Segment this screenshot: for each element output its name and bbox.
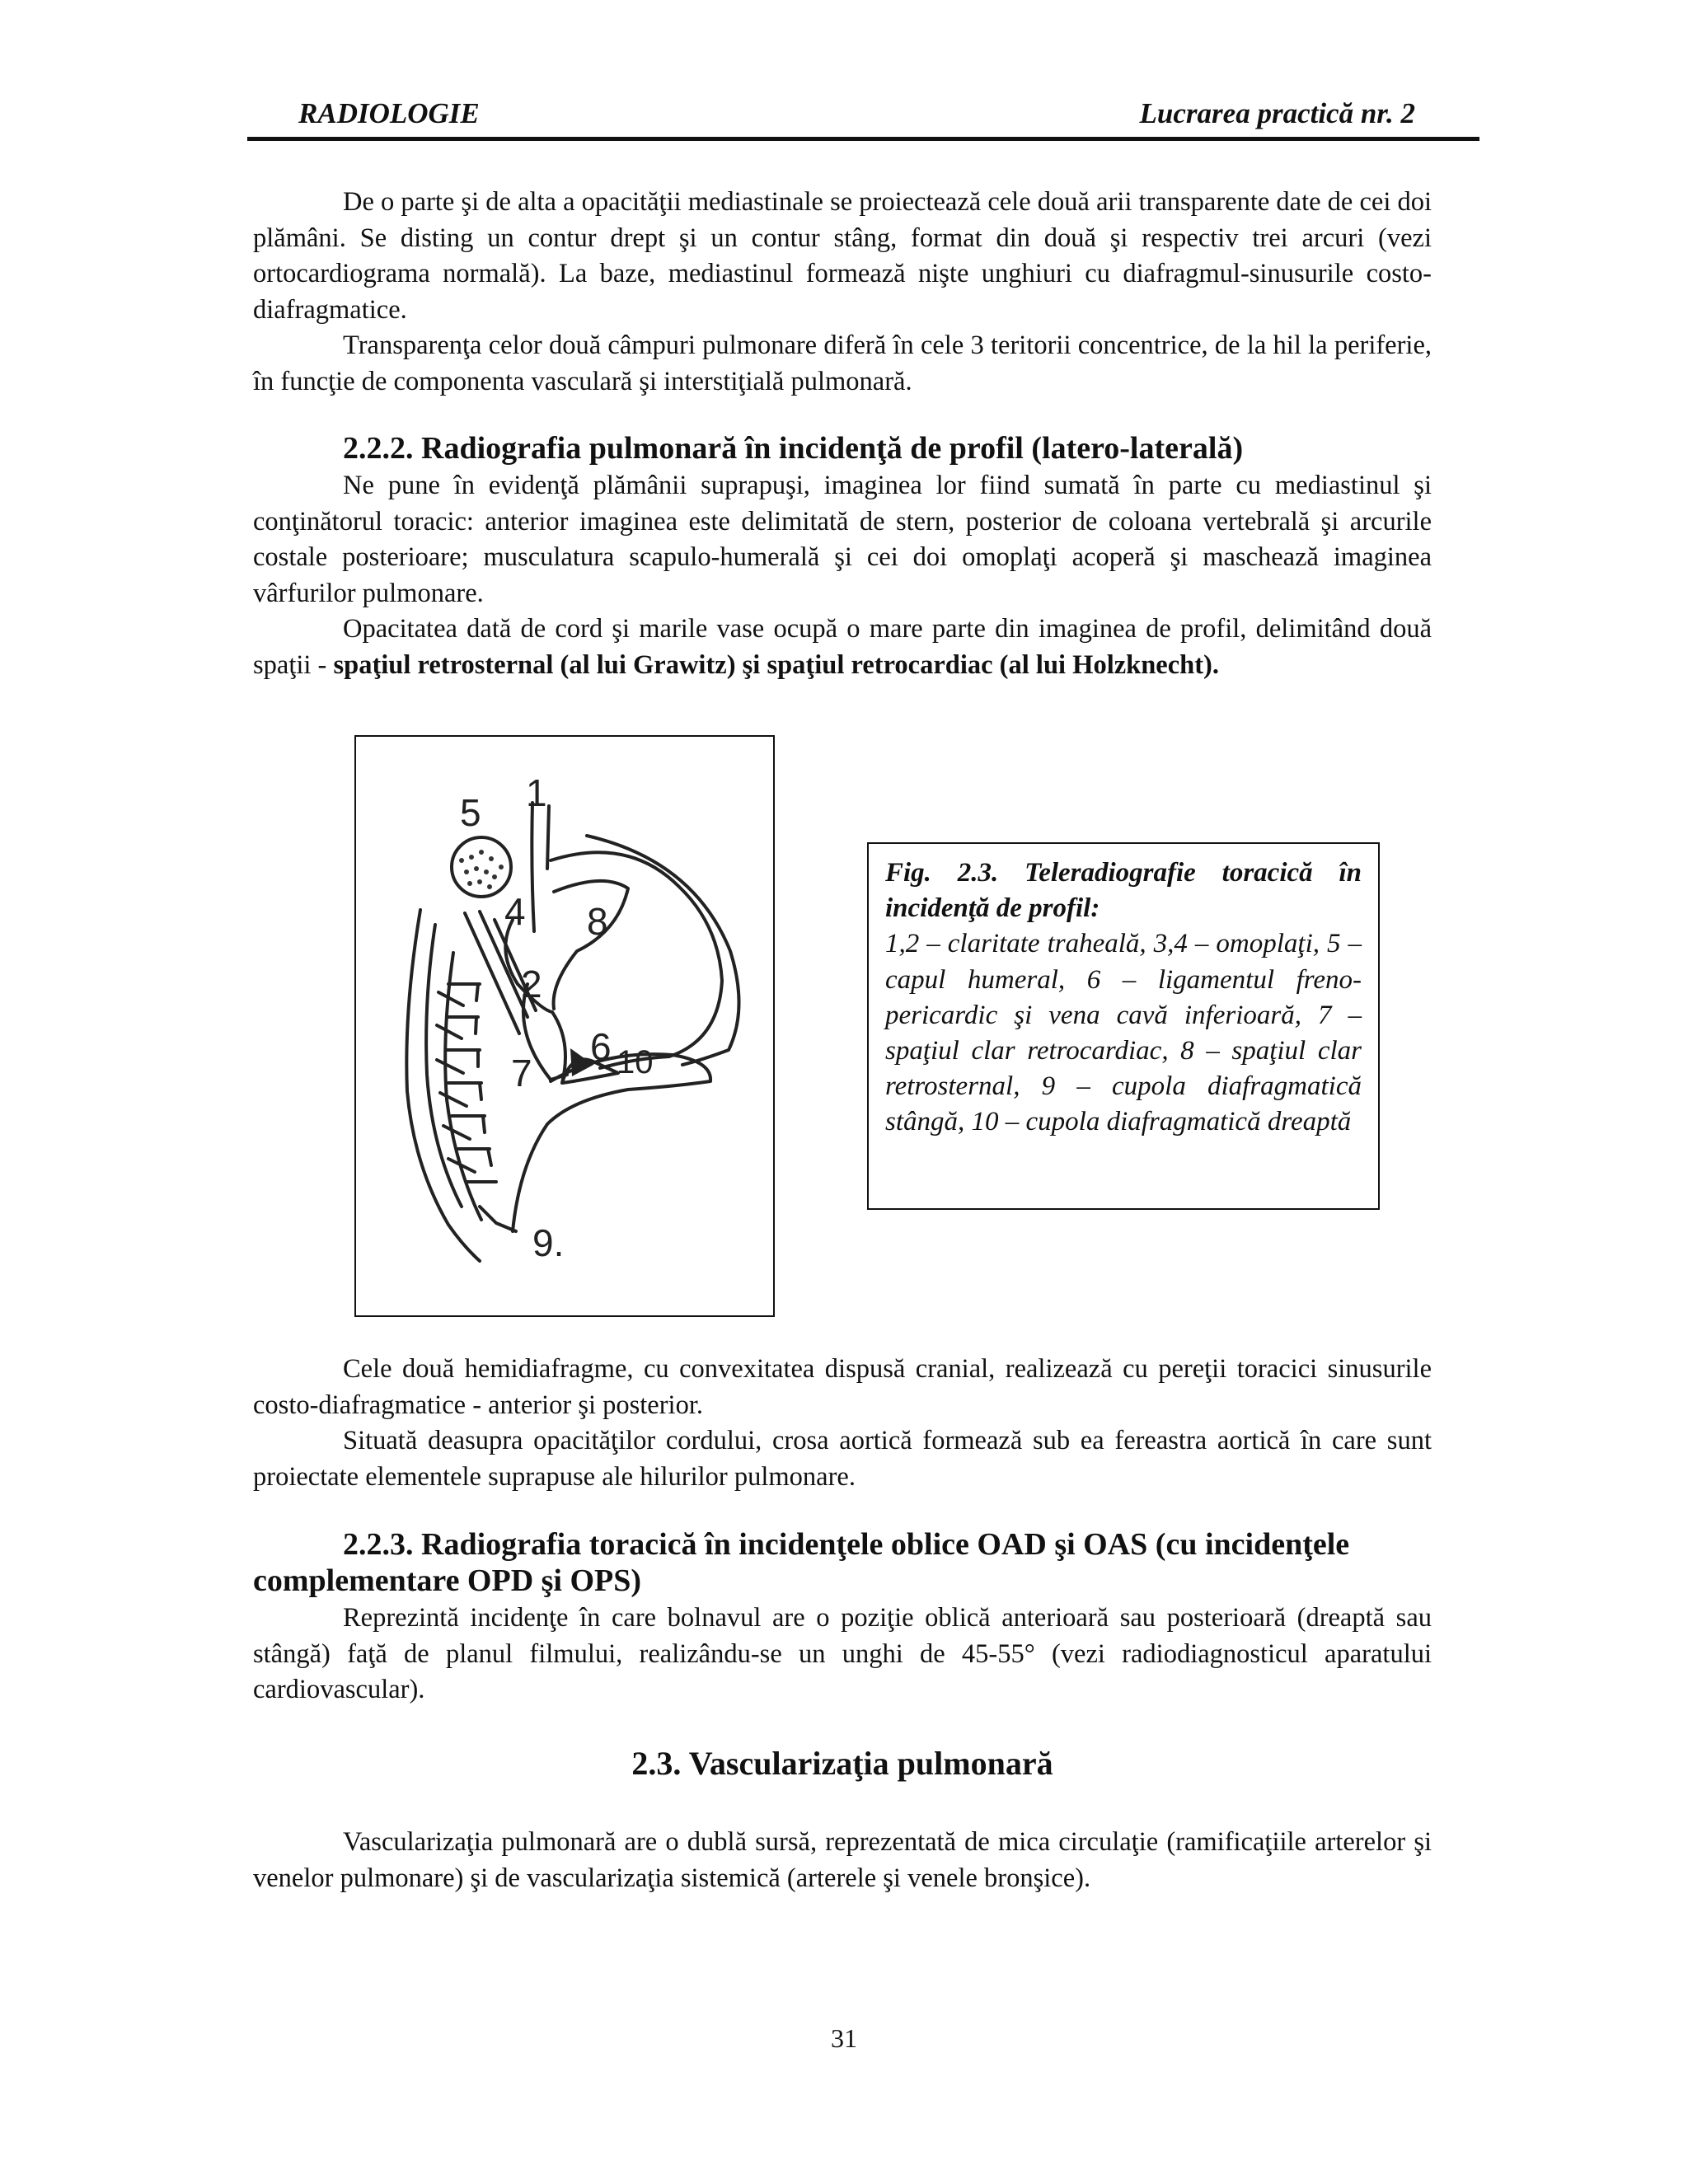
label-7: 7 xyxy=(511,1052,532,1094)
header-left-title: RADIOLOGIE xyxy=(298,97,480,129)
caption-body: 1,2 – claritate traheală, 3,4 – omoplaţi, 5 – capul humeral, 6 – ligamentul freno-pericardic şi vena cavă inferioară, 7 – spaţiul clar retrocardiac, 8 – spaţiul clar retrosternal, 9 – cupola diafragmatică stângă, 10 – cupola diafragmatică dreaptă xyxy=(885,929,1362,1137)
figure-caption xyxy=(885,855,1362,1141)
label-5: 5 xyxy=(460,791,481,834)
trachea-line-2 xyxy=(547,806,549,869)
label-8: 8 xyxy=(587,900,608,943)
vertebral-segments-edges xyxy=(476,984,491,1165)
heading-line-2: complementare OPD şi OPS) xyxy=(253,1563,642,1598)
section-223-text xyxy=(253,1601,1432,1708)
posterior-wall-outer-line xyxy=(406,910,480,1261)
label-10: 10 xyxy=(617,1044,654,1080)
paragraph: Situată deasupra opacităţilor cordului, crosa aortică formează sub ea fereastra aortică în care sunt proiectate elementele suprapuse ale hilurilor pulmonare. xyxy=(253,1426,1432,1492)
paragraph: Vascularizaţia pulmonară are o dublă sursă, reprezentată de mica circulaţie (ramificaţiile arterelor şi venelor pulmonare) şi de vascularizaţia sistemică (arterele şi venele bronşice). xyxy=(253,1827,1432,1893)
label-4: 4 xyxy=(504,890,526,933)
paragraph-plain-part: Opacitatea dată de cord şi marile vase ocupă o mare parte din imaginea de profil, delimitând două spaţii - xyxy=(253,614,1432,680)
paragraph: De o parte şi de alta a opacităţii mediastinale se proiectează cele două arii transparente date de cei doi plămâni. Se disting un contur drept şi un contur stâng, format din două şi respectiv trei arcuri (vezi ortocardiograma normală). La baze, mediastinul formează nişte unghiuri cu diafragmul-sinusurile costo-diafragmatice. xyxy=(253,187,1432,325)
humeral-head-stipple xyxy=(459,850,504,889)
label-6: 6 xyxy=(590,1025,612,1068)
label-9: 9. xyxy=(532,1221,565,1264)
page-number: 31 xyxy=(831,2023,857,2053)
caption-title: Fig. 2.3. Teleradiografie toracică în incidenţă de profil: xyxy=(885,858,1362,924)
label-1: 1 xyxy=(526,771,547,814)
paragraph: Cele două hemidiafragme, cu convexitatea dispusă cranial, realizează cu pereţii toracici sinusurile costo-diafragmatice - anterior şi posterior. xyxy=(253,1354,1432,1420)
paragraph: Ne pune în evidenţă plămânii suprapuşi, imaginea lor fiind sumată în parte cu mediastinul şi conţinătorul toracic: anterior imaginea este delimitată de stern, posterior de coloana vertebrală şi arcurile costale posterioare; musculatura scapulo-humerală şi cei doi omoplaţi acoperă şi maschează imaginea vârfurilor pulmonare. xyxy=(253,471,1432,608)
section-heading-223 xyxy=(253,1526,1432,1599)
section-23-text xyxy=(253,1825,1432,1896)
page-header xyxy=(247,97,1479,140)
section-heading-222 xyxy=(253,430,1432,466)
heading-text: 2.3. Vascularizaţia pulmonară xyxy=(631,1745,1053,1782)
label-2: 2 xyxy=(521,963,542,1005)
figure-drawing xyxy=(354,735,775,1317)
trachea-line-1 xyxy=(532,803,534,931)
section-222-text xyxy=(253,468,1432,683)
paragraph-bold-part: spaţiul retrosternal (al lui Grawitz) şi spaţiul retrocardiac (al lui Holzknecht). xyxy=(333,649,1219,680)
costophrenic-angle xyxy=(480,1207,516,1231)
section-heading-23 xyxy=(253,1746,1432,1782)
post-figure-text xyxy=(253,1352,1432,1495)
header-rule xyxy=(247,137,1479,141)
figure-caption-box xyxy=(867,842,1380,1210)
paragraph: Transparenţa celor două câmpuri pulmonare diferă în cele 3 teritorii concentrice, de la hil la periferie, în funcţie de componenta vasculară şi interstiţială pulmonară. xyxy=(253,330,1432,396)
paragraph xyxy=(253,612,1432,683)
paragraph: Reprezintă incidenţe în care bolnavul are o poziţie oblică anterioară sau posterioară (dreaptă sau stângă) faţă de planul filmului, realizându-se un unghi de 45-55° (vezi radiodiagnosticul aparatului cardiovascular). xyxy=(253,1603,1432,1704)
intro-text xyxy=(253,185,1432,400)
header-right-title: Lucrarea practică nr. 2 xyxy=(1139,97,1415,129)
heading-line-1: 2.2.3. Radiografia toracică în incidenţele oblice OAD şi OAS (cu incidenţele xyxy=(343,1527,1350,1562)
lateral-chest-sketch xyxy=(356,737,773,1315)
heading-text: 2.2.2. Radiografia pulmonară în incidenţă de profil (latero-laterală) xyxy=(343,431,1244,466)
diaphragm-cupola xyxy=(513,1054,710,1231)
